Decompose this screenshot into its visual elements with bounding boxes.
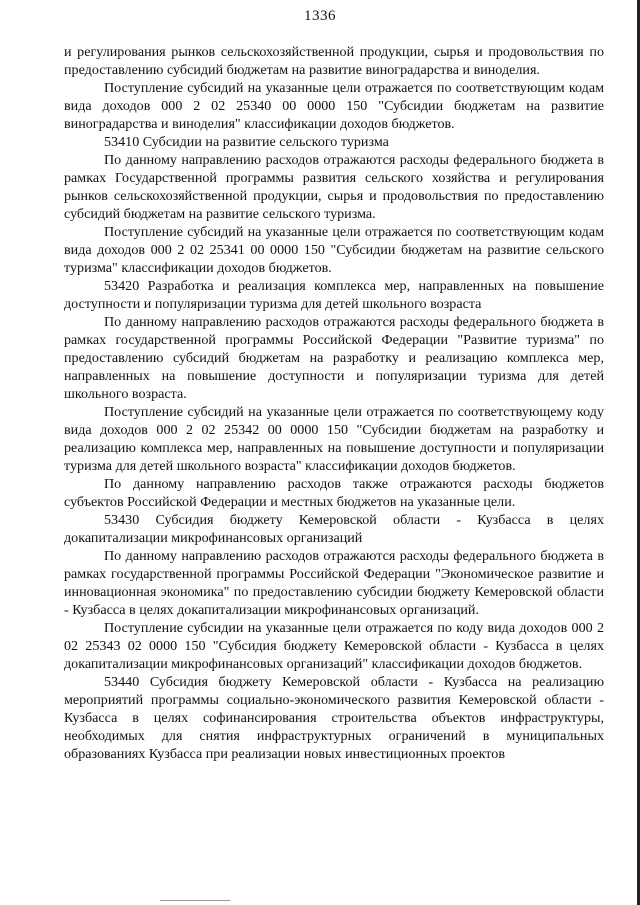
paragraph-expenses-53430: По данному направлению расходов отражаются расходы федерального бюджета в рамках государственной программы Российской Федерации "Экономическое развитие и инновационная экономика" по предоставлению субсидии бюджету Кемеровской области - Кузбасса в целях докапитализации микрофинансовых организаций.: [64, 548, 604, 618]
paragraph-regional-expenses-53420: По данному направлению расходов также отражаются расходы бюджетов субъектов Российской Федерации и местных бюджетов на указанные цели.: [64, 476, 604, 510]
section-heading-53440: 53440 Субсидия бюджету Кемеровской области - Кузбасса на реализацию мероприятий программы социально-экономического развития Кемеровской области - Кузбасса в целях софинансирования строительства объектов инфраструктуры, необходимых для снятия инфраструктурных ограничений в муниципальных образованиях Кузбасса при реализации новых инвестиционных проектов: [64, 674, 604, 762]
paragraph-income-code-25342: Поступление субсидий на указанные цели отражается по соответствующему коду вида доходов 000 2 02 25342 00 0000 150 "Субсидии бюджетам на разработку и реализацию комплекса мер, направленных на повышение доступности и популяризации туризма для детей школьного возраста" классификации доходов бюджетов.: [64, 404, 604, 474]
scan-artifact-line: [160, 900, 230, 901]
section-heading-53420: 53420 Разработка и реализация комплекса мер, направленных на повышение доступности и популяризации туризма для детей школьного возраста: [64, 278, 604, 312]
document-body: [64, 43, 604, 763]
paragraph-income-code-25343: Поступление субсидии на указанные цели отражается по коду вида доходов 000 2 02 25343 02 0000 150 "Субсидия бюджету Кемеровской области - Кузбасса в целях докапитализации микрофинансовых организаций" классификации доходов бюджетов.: [64, 620, 604, 672]
paragraph-income-code-25341: Поступление субсидий на указанные цели отражается по соответствующим кодам вида доходов 000 2 02 25341 00 0000 150 "Субсидии бюджетам на развитие сельского туризма" классификации доходов бюджетов.: [64, 224, 604, 276]
paragraph-expenses-53420: По данному направлению расходов отражаются расходы федерального бюджета в рамках государственной программы Российской Федерации "Развитие туризма" по предоставлению субсидий бюджетам на разработку и реализацию комплекса мер, направленных на повышение доступности и популяризации туризма для детей школьного возраста.: [64, 314, 604, 402]
section-heading-53410: 53410 Субсидии на развитие сельского туризма: [104, 134, 389, 150]
paragraph-expenses-53410: По данному направлению расходов отражаются расходы федерального бюджета в рамках Государственной программы развития сельского хозяйства и регулирования рынков сельскохозяйственной продукции, сырья и продовольствия по предоставлению субсидий бюджетам на развитие сельского туризма.: [64, 152, 604, 222]
page-number: 1336: [304, 8, 336, 24]
section-heading-53430: 53430 Субсидия бюджету Кемеровской области - Кузбасса в целях докапитализации микрофинансовых организаций: [64, 512, 604, 546]
paragraph-continuation: и регулирования рынков сельскохозяйственной продукции, сырья и продовольствия по предоставлению субсидий бюджетам на развитие виноградарства и виноделия.: [64, 44, 604, 78]
paragraph-income-code-25340: Поступление субсидий на указанные цели отражается по соответствующим кодам вида доходов 000 2 02 25340 00 0000 150 "Субсидии бюджетам на развитие виноградарства и виноделия" классификации доходов бюджетов.: [64, 80, 604, 132]
